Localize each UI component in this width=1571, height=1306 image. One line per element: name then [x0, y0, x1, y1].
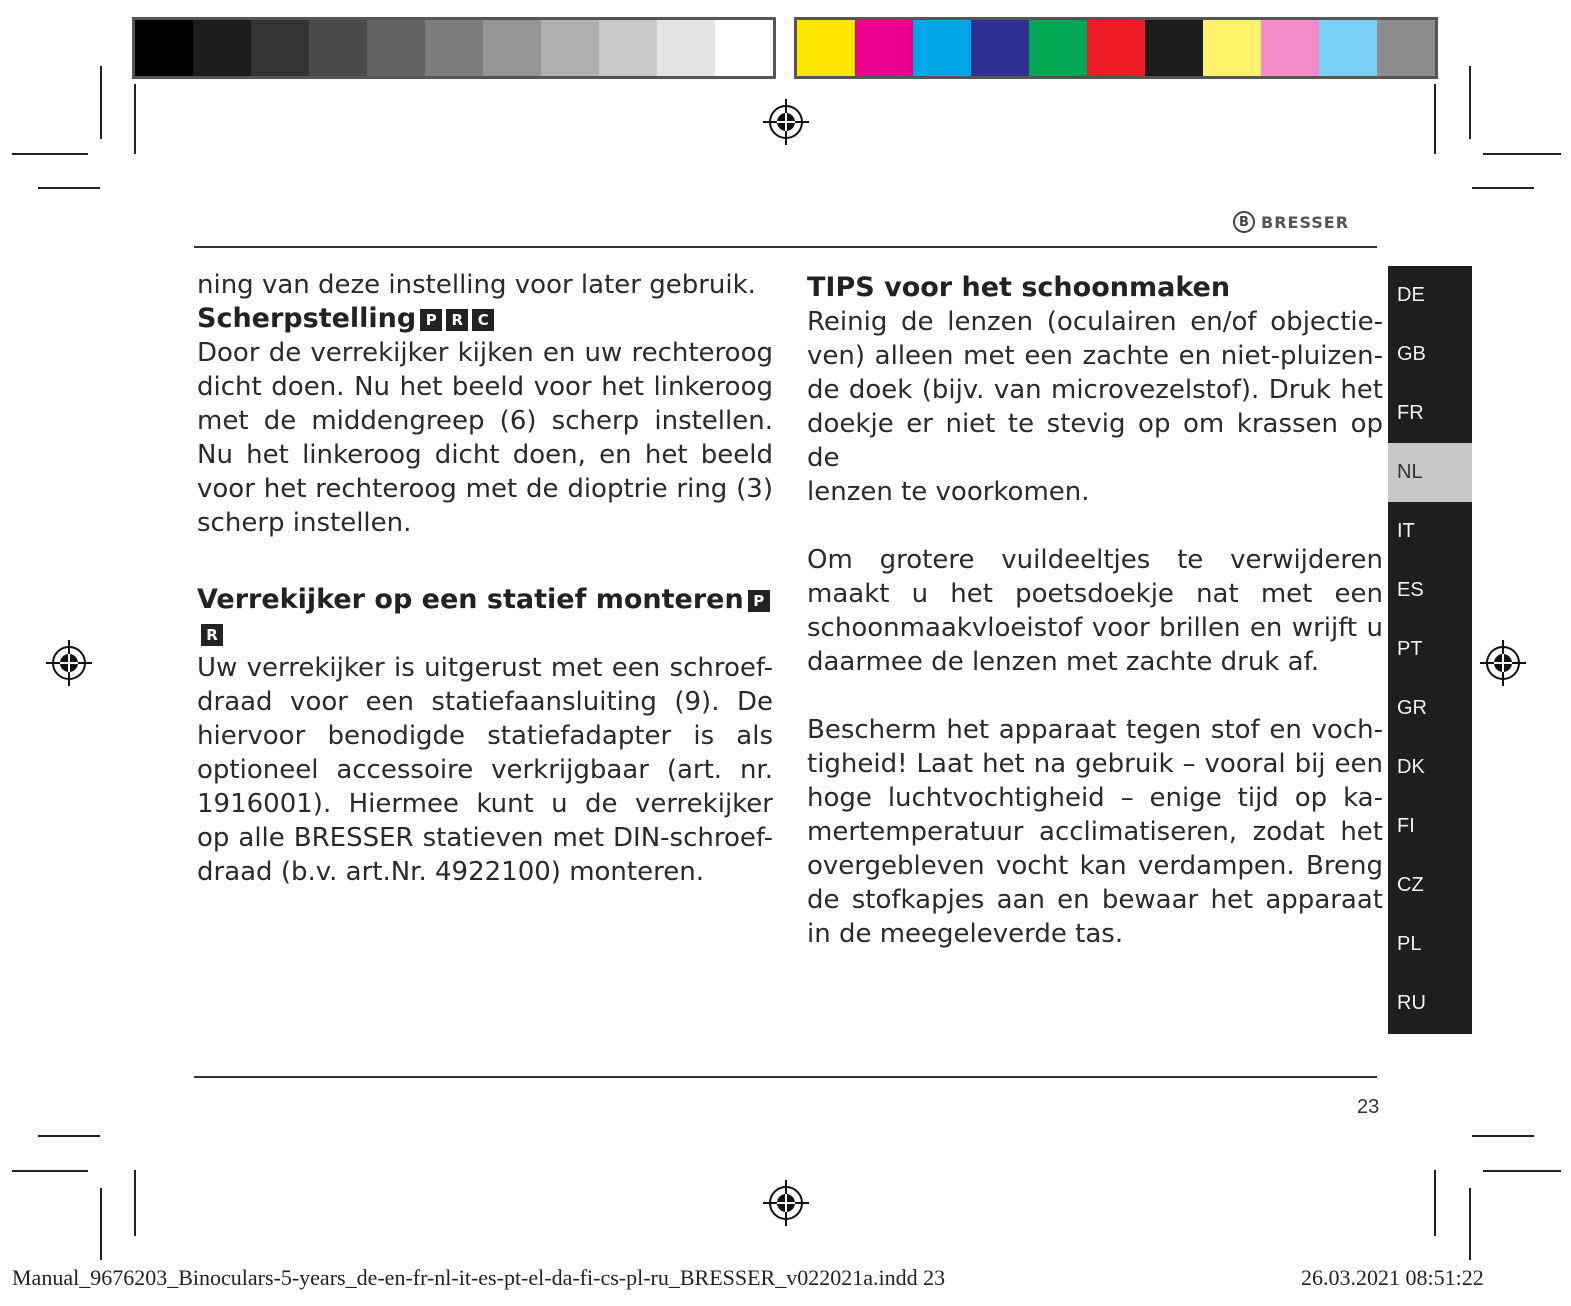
slug-filename: Manual_9676203_Binoculars-5-years_de-en-fr-nl-it-es-pt-el-da-fi-cs-pl-ru_BRESSER_v022021a.indd 23 [12, 1265, 946, 1290]
text-line: hoge luchtvochtigheid – enige tijd op ka- [807, 783, 1383, 813]
language-tab-gr[interactable]: GR [1397, 697, 1427, 719]
focusing-paragraph [197, 336, 773, 540]
text-line: ven) alleen met een zachte en niet-pluizen- [807, 341, 1383, 371]
language-tab-it[interactable]: IT [1397, 520, 1415, 542]
text-line: daarmee de lenzen met zachte druk af. [807, 647, 1320, 677]
language-tab-es[interactable]: ES [1397, 579, 1424, 601]
color-swatch [1377, 20, 1435, 76]
text-line: voor het rechteroog met de dioptrie ring (3) [197, 474, 773, 504]
language-tab-de[interactable]: DE [1397, 284, 1425, 306]
language-tab-pt[interactable]: PT [1397, 638, 1423, 660]
crop-mark [1472, 187, 1534, 189]
color-swatch [135, 20, 193, 76]
model-badge: R [201, 624, 223, 646]
registration-mark-icon [763, 1180, 809, 1226]
text-line: de stofkapjes aan en bewaar het apparaat [807, 885, 1383, 915]
text-line: 1916001). Hiermee kunt u de verrekijker [197, 789, 773, 819]
bresser-logo-icon: B [1233, 211, 1255, 233]
language-tab-nl[interactable]: NL [1388, 443, 1472, 502]
cleaning-paragraph-2 [807, 543, 1383, 679]
text-line: schoonmaakvloeistof voor brillen en wrijft u [807, 613, 1383, 643]
text-line: in de meegeleverde tas. [807, 919, 1124, 949]
model-badge: C [472, 309, 494, 331]
language-tab-pl[interactable]: PL [1397, 933, 1422, 955]
gray-ramp [132, 17, 776, 79]
text-line: lenzen te voorkomen. [807, 477, 1090, 507]
crop-mark [1434, 84, 1436, 154]
right-column [807, 271, 1383, 951]
language-tab-cz[interactable]: CZ [1397, 874, 1424, 896]
text-line: Om grotere vuildeeltjes te verwijderen [807, 545, 1383, 575]
cleaning-tips-title: TIPS voor het schoonmaken [807, 272, 1231, 303]
text-line: hiervoor benodigde statiefadapter is als [197, 721, 773, 751]
color-swatch [1145, 20, 1203, 76]
logo-text: BRESSER [1261, 212, 1350, 232]
color-swatch [193, 20, 251, 76]
page-number: 23 [1357, 1096, 1380, 1118]
text-line: Door de verrekijker kijken en uw rechteroog [197, 338, 773, 368]
language-tab-ru[interactable]: RU [1397, 992, 1426, 1014]
crop-mark [1469, 1188, 1471, 1260]
brand-logo [1233, 211, 1349, 233]
cleaning-paragraph-1 [807, 305, 1383, 509]
text-line: maakt u het poetsdoekje nat met een [807, 579, 1383, 609]
text-line: mertemperatuur acclimatiseren, zodat het [807, 817, 1383, 847]
registration-mark-icon [46, 640, 92, 686]
text-line: doekje er niet te stevig op om krassen op de [807, 409, 1383, 473]
text-line: Uw verrekijker is uitgerust met een schroef- [197, 653, 773, 683]
crop-mark [134, 84, 136, 154]
color-swatch [367, 20, 425, 76]
crop-mark [100, 66, 102, 139]
left-column [197, 268, 773, 889]
color-calibration-bar [132, 17, 776, 79]
color-swatch [1087, 20, 1145, 76]
color-swatch [541, 20, 599, 76]
color-swatch [1029, 20, 1087, 76]
footer-divider [194, 1076, 1377, 1078]
section-heading-tripod [197, 583, 773, 651]
text-line: Nu het linkeroog dicht doen, en het beeld [197, 440, 773, 470]
text-line: dicht doen. Nu het beeld voor het linkeroog [197, 372, 773, 402]
process-color-strip [794, 17, 1438, 79]
color-swatch [1203, 20, 1261, 76]
crop-mark [12, 1170, 88, 1172]
model-badges [416, 304, 494, 334]
header-divider [194, 246, 1377, 248]
crop-mark [1434, 1170, 1436, 1236]
color-swatch [971, 20, 1029, 76]
color-swatch [1319, 20, 1377, 76]
crop-mark [1483, 1170, 1561, 1172]
text-line: de doek (bijv. van microvezelstof). Druk het [807, 375, 1383, 405]
language-tab-dk[interactable]: DK [1397, 756, 1425, 778]
slug-timestamp: 26.03.2021 08:51:22 [1301, 1265, 1484, 1290]
model-badge: P [420, 309, 442, 331]
section-heading-focusing [197, 302, 773, 336]
color-swatch [483, 20, 541, 76]
language-tab-fi[interactable]: FI [1397, 815, 1415, 837]
crop-mark [100, 1188, 102, 1260]
color-swatch [855, 20, 913, 76]
tripod-paragraph [197, 651, 773, 889]
section-title: Verrekijker op een statief monteren [197, 584, 744, 615]
language-tab-gb[interactable]: GB [1397, 343, 1426, 365]
cleaning-paragraph-3 [807, 713, 1383, 951]
text-line: Bescherm het apparaat tegen stof en voch- [807, 715, 1383, 745]
language-tab-strip [1388, 266, 1472, 1034]
color-swatch [913, 20, 971, 76]
crop-mark [1469, 66, 1471, 139]
crop-mark [134, 1170, 136, 1236]
color-swatch [309, 20, 367, 76]
registration-mark-icon [1480, 640, 1526, 686]
model-badge: R [446, 309, 468, 331]
text-line: met de middengreep (6) scherp instellen. [197, 406, 773, 436]
color-swatch [251, 20, 309, 76]
model-badge: P [748, 590, 770, 612]
text-line: draad (b.v. art.Nr. 4922100) monteren. [197, 857, 704, 887]
crop-mark [12, 153, 88, 155]
intro-line: ning van deze instelling voor later gebruik. [197, 270, 756, 300]
crop-mark [38, 187, 100, 189]
text-line: tigheid! Laat het na gebruik – vooral bij een [807, 749, 1383, 779]
color-swatch [1261, 20, 1319, 76]
registration-mark-icon [763, 99, 809, 145]
crop-mark [38, 1135, 100, 1137]
text-line: Reinig de lenzen (oculairen en/of objectie- [807, 307, 1383, 337]
text-line: overgebleven vocht kan verdampen. Breng [807, 851, 1383, 881]
color-swatch [657, 20, 715, 76]
text-line: scherp instellen. [197, 508, 412, 538]
text-line: optioneel accessoire verkrijgbaar (art. nr. [197, 755, 773, 785]
text-line: draad voor een statiefaansluiting (9). De [197, 687, 773, 717]
language-tab-fr[interactable]: FR [1397, 402, 1424, 424]
color-swatch [425, 20, 483, 76]
crop-mark [1472, 1135, 1534, 1137]
text-line: op alle BRESSER statieven met DIN-schroef- [197, 823, 773, 853]
color-swatch [715, 20, 773, 76]
color-swatch [599, 20, 657, 76]
crop-mark [1483, 153, 1561, 155]
section-title: Scherpstelling [197, 303, 417, 334]
color-swatch [797, 20, 855, 76]
